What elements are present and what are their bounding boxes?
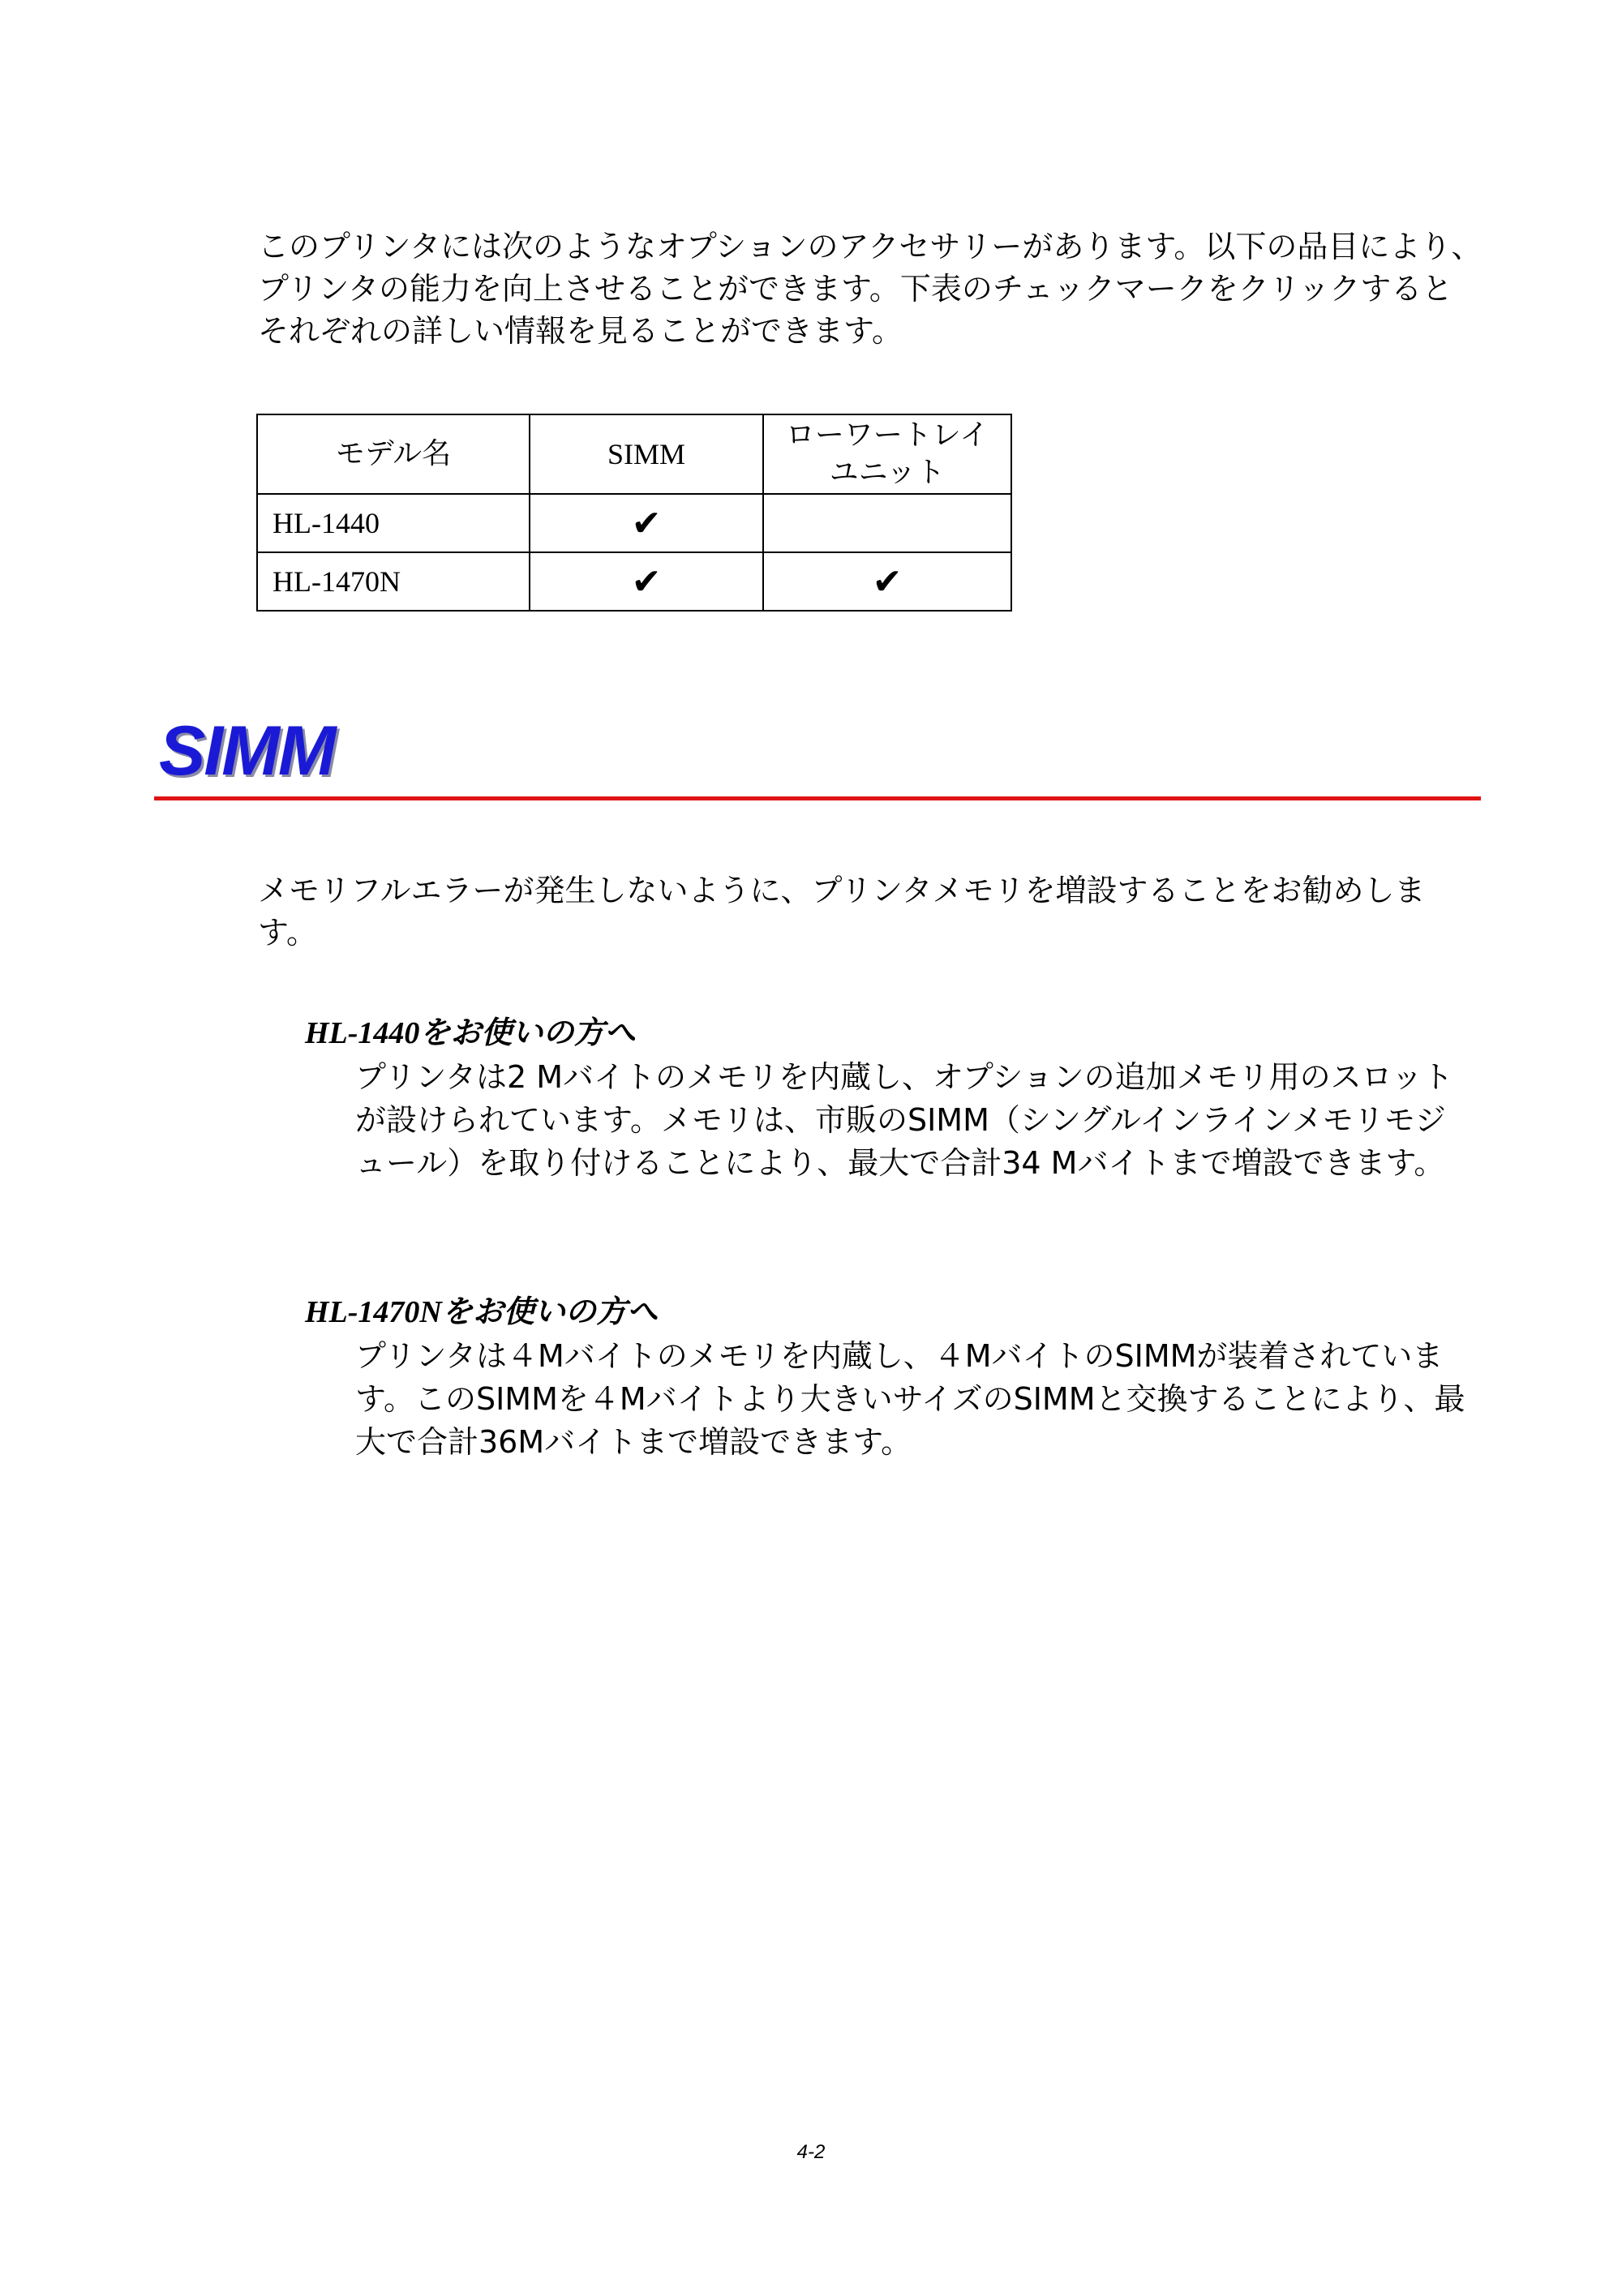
subsection-heading-hl1440: HL-1440をお使いの方へ — [305, 1016, 636, 1050]
subsection-heading-hl1470n: HL-1470Nをお使いの方へ — [305, 1295, 658, 1329]
subsection-body-hl1470n: プリンタは４Mバイトのメモリを内蔵し、４MバイトのSIMMが装着されています。このSIMMを４Mバイトより大きいサイズのSIMMと交換することにより、最大で合計36Mバイトまで増設できます。 — [355, 1338, 1465, 1460]
section-title: SIMM — [159, 712, 335, 790]
section-lead: メモリフルエラーが発生しないように、プリンタメモリを増設することをお勧めします。 — [258, 873, 1426, 951]
table-row — [257, 552, 1011, 611]
table-row — [257, 494, 1011, 552]
simm-check-link[interactable]: ✔ — [530, 494, 763, 552]
table-header-row — [257, 414, 1011, 494]
simm-check-link[interactable]: ✔ — [530, 552, 763, 611]
header-simm: SIMM — [530, 414, 763, 494]
page-number: 4-2 — [796, 2141, 826, 2163]
header-lower-tray — [763, 414, 1011, 494]
section-divider — [154, 796, 1481, 800]
header-lower-tray-line1: ローワートレイ — [785, 418, 989, 452]
options-table — [256, 414, 1012, 612]
header-model: モデル名 — [257, 414, 530, 494]
intro-paragraph: このプリンタには次のようなオプションのアクセサリーがあります。以下の品目により、プリンタの能力を向上させることができます。下表のチェックマークをクリックするとそれぞれの詳しい情報を見ることができます。 — [258, 229, 1483, 349]
model-cell: HL-1470N — [257, 552, 530, 611]
model-cell: HL-1440 — [257, 494, 530, 552]
header-lower-tray-line2: ユニット — [829, 456, 946, 489]
tray-check-cell — [763, 494, 1011, 552]
subsection-body-hl1440: プリンタは2 Mバイトのメモリを内蔵し、オプションの追加メモリ用のスロットが設けられています。メモリは、市販のSIMM（シングルインラインメモリモジュール）を取り付けることにより、最大で合計34 Mバイトまで増設できます。 — [355, 1059, 1453, 1181]
tray-check-link[interactable]: ✔ — [763, 552, 1011, 611]
